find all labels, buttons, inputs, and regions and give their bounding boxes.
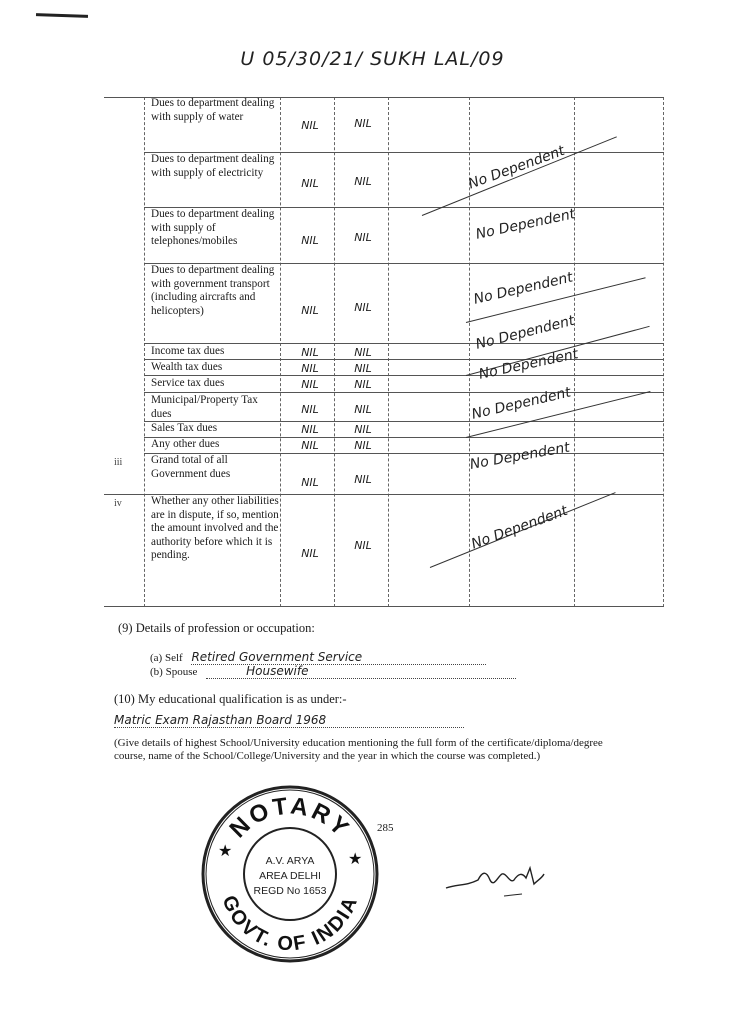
table-column-divider [663, 97, 664, 607]
stamp-area: AREA DELHI [259, 870, 321, 882]
row-label-income-tax: Income tax dues [151, 345, 225, 357]
remark-no-dependent: No Dependent [474, 312, 577, 353]
row-label-property-tax: Municipal/Property Tax dues [151, 394, 258, 420]
row-value: NIL [301, 304, 319, 317]
notary-stamp-seal [200, 784, 380, 964]
row-number: iv [114, 498, 122, 509]
self-label: (a) Self [150, 652, 183, 664]
row-value: NIL [354, 439, 372, 452]
row-value: NIL [354, 231, 372, 244]
section-9-heading: (9) Details of profession or occupation: [118, 621, 315, 635]
stamp-name: A.V. ARYA [265, 855, 315, 867]
notary-stamp [200, 784, 380, 964]
row-value: NIL [354, 423, 372, 436]
row-label-wealth-tax: Wealth tax dues [151, 361, 223, 373]
self-row [150, 650, 486, 665]
table-column-divider [144, 97, 145, 607]
star-icon: ★ [348, 851, 363, 868]
row-label-telephones: Dues to department dealing with supply of telephones/mobiles [151, 208, 275, 248]
table-column-divider [469, 97, 470, 607]
row-label-service-tax: Service tax dues [151, 377, 225, 389]
page-number: 285 [377, 822, 394, 834]
education-value: Matric Exam Rajasthan Board 1968 [114, 713, 464, 728]
row-value: NIL [354, 117, 372, 130]
education-row [114, 713, 464, 728]
cross-out-line [422, 136, 617, 216]
row-label-transport: Dues to department dealing with government transport (including aircrafts and helicopters) [151, 264, 275, 317]
row-value: NIL [301, 476, 319, 489]
row-value: NIL [301, 346, 319, 359]
row-label-grand-total: Grand total of all Government dues [151, 454, 231, 480]
row-value: NIL [301, 378, 319, 391]
star-icon: ★ [218, 843, 233, 860]
row-value: NIL [301, 423, 319, 436]
stamp-bottom-text: GOVT. OF INDIA [217, 892, 363, 956]
remark-no-dependent: No Dependent [474, 206, 577, 243]
dues-table [104, 97, 664, 607]
spouse-row [150, 664, 516, 679]
signature [444, 862, 554, 902]
row-value: NIL [301, 177, 319, 190]
row-value: NIL [354, 378, 372, 391]
table-rule [144, 359, 664, 360]
row-value: NIL [301, 119, 319, 132]
row-value: NIL [354, 362, 372, 375]
row-number: iii [114, 457, 123, 468]
row-value: NIL [301, 403, 319, 416]
row-value: NIL [301, 234, 319, 247]
spouse-label: (b) Spouse [150, 666, 198, 678]
row-value: NIL [354, 301, 372, 314]
row-label-disputed-liabilities: Whether any other liabilities are in dispute, if so, mention the amount involved and the authority before which it is pending. [151, 495, 279, 562]
row-value: NIL [354, 346, 372, 359]
row-value: NIL [301, 439, 319, 452]
table-rule [144, 375, 664, 376]
stamp-top-text: NOTARY [224, 792, 356, 844]
row-value: NIL [301, 547, 319, 560]
table-rule [104, 606, 664, 607]
remark-no-dependent: No Dependent [472, 269, 575, 308]
row-label-electricity: Dues to department dealing with supply of electricity [151, 153, 275, 179]
table-rule [144, 392, 664, 393]
remark-no-dependent: No Dependent [468, 439, 571, 473]
row-value: NIL [354, 539, 372, 552]
signature-scribble [444, 862, 554, 902]
row-label-sales-tax: Sales Tax dues [151, 422, 218, 434]
education-note-line-2: course, name of the School/College/University and the year in which the course was completed.) [114, 750, 541, 762]
remark-no-dependent: No Dependent [470, 384, 573, 423]
pen-mark [36, 13, 88, 18]
section-10-heading: (10) My educational qualification is as under:- [114, 692, 347, 706]
row-label-water: Dues to department dealing with supply of water [151, 97, 275, 123]
row-value: NIL [301, 362, 319, 375]
remark-no-dependent: No Dependent [466, 142, 567, 193]
row-label-other-dues: Any other dues [151, 438, 220, 450]
self-occupation-value: Retired Government Service [191, 650, 486, 665]
stamp-reg-no: REGD No 1653 [253, 885, 327, 897]
education-note-line-1: (Give details of highest School/University education mentioning the full form of the certificate/diploma/degree [114, 737, 603, 749]
handwritten-reference-number: U 05/30/21/ SUKH LAL/09 [240, 48, 505, 70]
row-value: NIL [354, 403, 372, 416]
row-value: NIL [354, 175, 372, 188]
remark-no-dependent: No Dependent [477, 346, 580, 383]
spouse-occupation-value: Housewife [206, 664, 516, 679]
row-value: NIL [354, 473, 372, 486]
remark-no-dependent: No Dependent [469, 502, 570, 553]
